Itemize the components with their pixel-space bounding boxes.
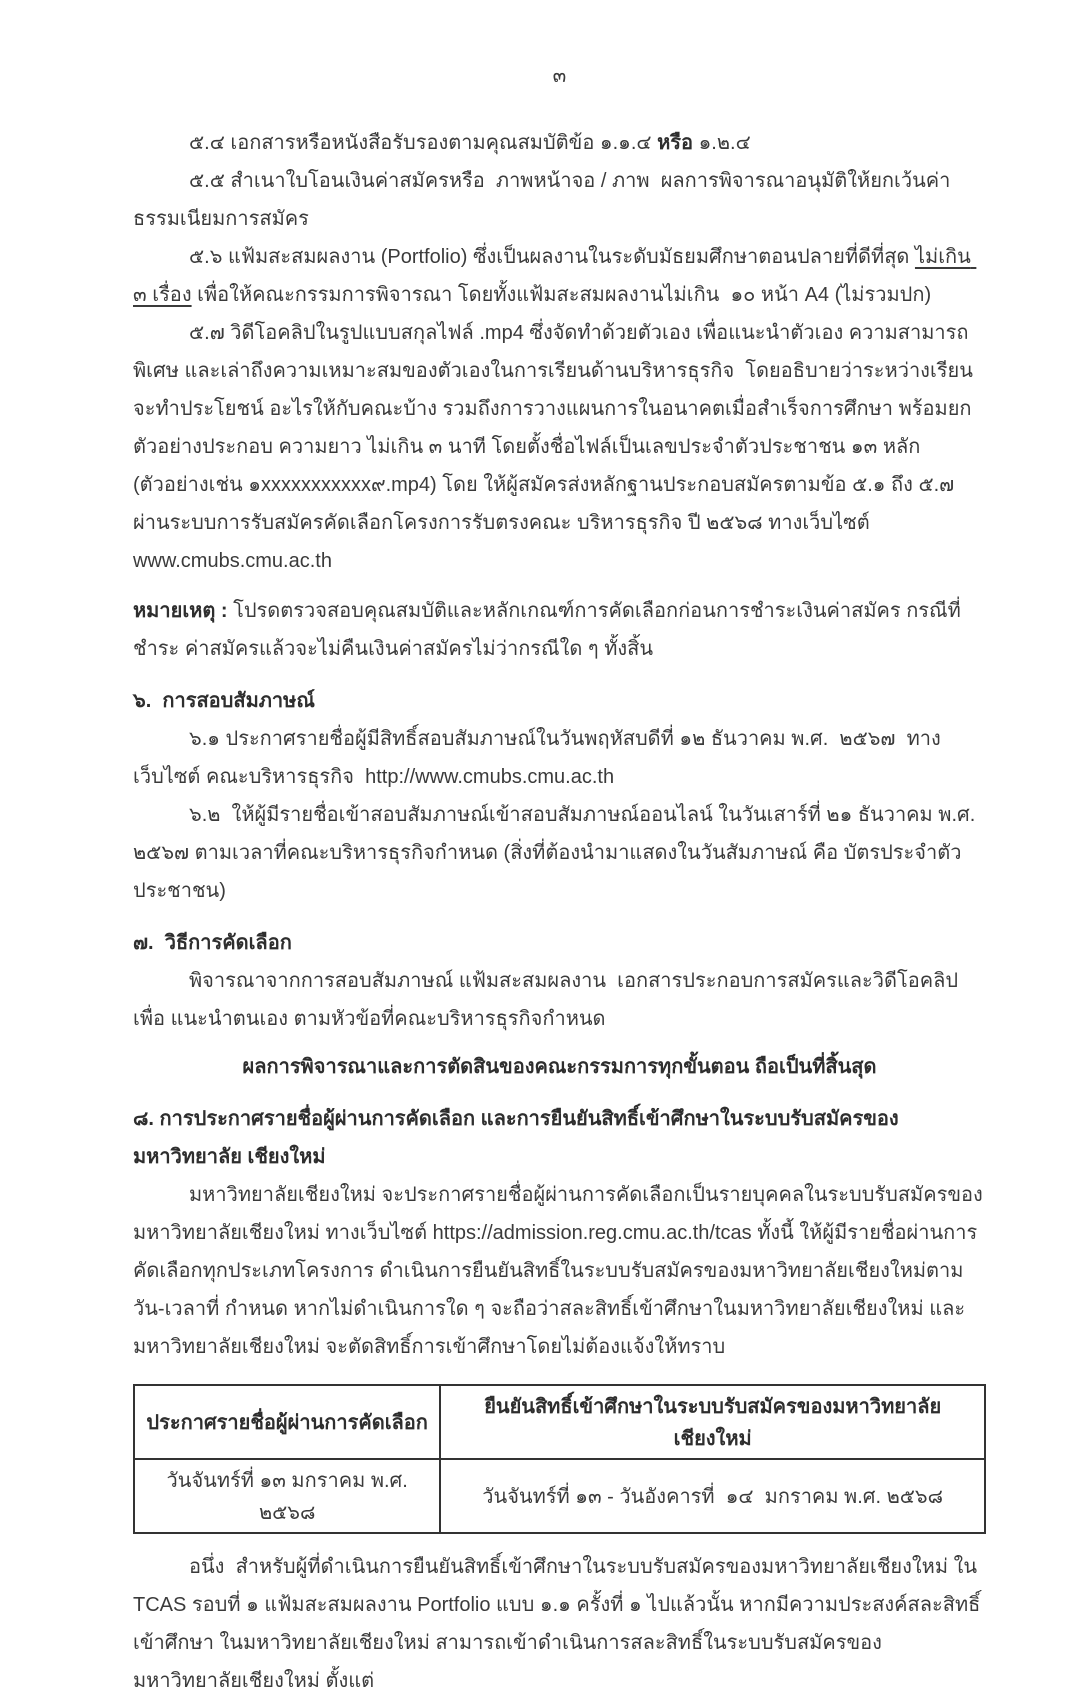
section-8-body: มหาวิทยาลัยเชียงใหม่ จะประกาศรายชื่อผู้ผ่านการคัดเลือกเป็นรายบุคคลในระบบรับสมัครของ มหาวิทยาลัยเชียงใหม่ ทางเว็บไซต์ https://admission.reg.cmu.ac.th/tcas ทั้งนี้ ให้ผู้มีรายชื่อผ่านการ คัดเลือกทุกประเภทโครงการ ดำเนินการยืนยันสิทธิ์ในระบบรับสมัครของมหาวิทยาลัยเชียงใหม่ตามวัน-เวลาที่ กำหนด หากไม่ดำเนินการใด ๆ จะถือว่าสละสิทธิ์เข้าศึกษาในมหาวิทยาลัยเชียงใหม่ และมหาวิทยาลัยเชียงใหม่ จะตัดสิทธิ์การเข้าศึกษาโดยไม่ต้องแจ้งให้ทราบ: [133, 1184, 989, 1358]
closing-paragraph: อนึ่ง สำหรับผู้ที่ดำเนินการยืนยันสิทธิ์เข้าศึกษาในระบบรับสมัครของมหาวิทยาลัยเชียงใหม่ ใน TCAS รอบที่ ๑ แฟ้มสะสมผลงาน Portfolio แบบ ๑.๑ ครั้งที่ ๑ ไปแล้วนั้น หากมีความประสงค์สละสิทธิ์เข้าศึกษา ในมหาวิทยาลัยเชียงใหม่ สามารถเข้าดำเนินการสละสิทธิ์ในระบบรับสมัครของมหาวิทยาลัยเชียงใหม่ ตั้งแต่: [133, 1556, 983, 1692]
clause-6-1: ๖.๑ ประกาศรายชื่อผู้มีสิทธิ์สอบสัมภาษณ์ในวันพฤหัสบดีที่ ๑๒ ธันวาคม พ.ศ. ๒๕๖๗ ทางเว็บไซต์ คณะบริหารธุรกิจ http://www.cmubs.cmu.ac.th: [133, 728, 941, 788]
clause-5-6-underlined-limit: ไม่เกิน ๓ เรื่อง: [133, 246, 977, 306]
section-6-heading: ๖. การสอบสัมภาษณ์: [133, 690, 315, 712]
clause-5-6: [133, 238, 986, 314]
schedule-data-row: [134, 1459, 985, 1533]
clause-5-6-text: ๕.๖ แฟ้มสะสมผลงาน (Portfolio) ซึ่งเป็นผลงานในระดับมัธยมศึกษาตอนปลายที่ดีที่สุด: [189, 246, 915, 268]
clause-6-2: ๖.๒ ให้ผู้มีรายชื่อเข้าสอบสัมภาษณ์เข้าสอบสัมภาษณ์ออนไลน์ ในวันเสาร์ที่ ๒๑ ธันวาคม พ.ศ. ๒๕๖๗ ตามเวลาที่คณะบริหารธุรกิจกำหนด (สิ่งที่ต้องนำมาแสดงในวันสัมภาษณ์ คือ บัตรประจำตัวประชาชน): [133, 804, 981, 902]
section-8-heading: ๘. การประกาศรายชื่อผู้ผ่านการคัดเลือก และการยืนยันสิทธิ์เข้าศึกษาในระบบรับสมัครของมหาวิทยาลัย เชียงใหม่: [133, 1108, 899, 1168]
note-text: โปรดตรวจสอบคุณสมบัติและหลักเกณฑ์การคัดเลือกก่อนการชำระเงินค่าสมัคร กรณีที่ชำระ ค่าสมัครแล้วจะไม่คืนเงินค่าสมัครไม่ว่ากรณีใด ๆ ทั้งสิ้น: [133, 600, 961, 660]
clause-5-6-text-tail: เพื่อให้คณะกรรมการพิจารณา โดยทั้งแฟ้มสะสมผลงานไม่เกิน ๑๐ หน้า A4 (ไม่รวมปก): [191, 284, 932, 306]
section-7-body: พิจารณาจากการสอบสัมภาษณ์ แฟ้มสะสมผลงาน เอกสารประกอบการสมัครและวิดีโอคลิปเพื่อ แนะนำตนเอง ตามหัวข้อที่คณะบริหารธุรกิจกำหนด: [133, 970, 959, 1030]
note-paragraph: [133, 592, 986, 668]
clause-5-4-text: ๕.๔ เอกสารหรือหนังสือรับรองตามคุณสมบัติข้อ ๑.๑.๔: [189, 132, 658, 154]
clause-5-4-text-tail: ๑.๒.๔: [693, 132, 751, 154]
schedule-table: [133, 1384, 986, 1534]
header-cell-announcement: ประกาศรายชื่อผู้ผ่านการคัดเลือก: [134, 1385, 440, 1459]
section-7-heading: ๗. วิธีการคัดเลือก: [133, 932, 292, 954]
final-decision-statement: ผลการพิจารณาและการตัดสินของคณะกรรมการทุกขั้นตอน ถือเป็นที่สิ้นสุด: [242, 1056, 877, 1078]
clause-5-4: [133, 124, 986, 162]
schedule-header-row: [134, 1385, 985, 1459]
cell-announcement-date: วันจันทร์ที่ ๑๓ มกราคม พ.ศ. ๒๕๖๘: [134, 1459, 440, 1533]
page-number: ๓: [552, 65, 567, 87]
clause-5-7: ๕.๗ วิดีโอคลิปในรูปแบบสกุลไฟล์ .mp4 ซึ่งจัดทำด้วยตัวเอง เพื่อแนะนำตัวเอง ความสามารถพิเศษ และเล่าถึงความเหมาะสมของตัวเองในการเรียนด้านบริหารธุรกิจ โดยอธิบายว่าระหว่างเรียนจะทำประโยชน์ อะไรให้กับคณะบ้าง รวมถึงการวางแผนการในอนาคตเมื่อสำเร็จการศึกษา พร้อมยกตัวอย่างประกอบ ความยาว ไม่เกิน ๓ นาที โดยตั้งชื่อไฟล์เป็นเลขประจำตัวประชาชน ๑๓ หลัก (ตัวอย่างเช่น ๑xxxxxxxxxxx๙.mp4) โดย ให้ผู้สมัครส่งหลักฐานประกอบสมัครตามข้อ ๕.๑ ถึง ๕.๗ ผ่านระบบการรับสมัครคัดเลือกโครงการรับตรงคณะ บริหารธุรกิจ ปี ๒๕๖๘ ทางเว็บไซต์ www.cmubs.cmu.ac.th: [133, 322, 973, 572]
note-label: หมายเหตุ :: [133, 600, 228, 622]
cell-confirmation-date: วันจันทร์ที่ ๑๓ - วันอังคารที่ ๑๔ มกราคม พ.ศ. ๒๕๖๘: [440, 1459, 985, 1533]
clause-5-4-bold-or: หรือ: [657, 132, 694, 154]
header-cell-confirmation: ยืนยันสิทธิ์เข้าศึกษาในระบบรับสมัครของมหาวิทยาลัยเชียงใหม่: [440, 1385, 985, 1459]
clause-5-5: ๕.๕ สำเนาใบโอนเงินค่าสมัครหรือ ภาพหน้าจอ / ภาพ ผลการพิจารณาอนุมัติให้ยกเว้นค่าธรรมเนียมการสมัคร: [133, 170, 951, 230]
